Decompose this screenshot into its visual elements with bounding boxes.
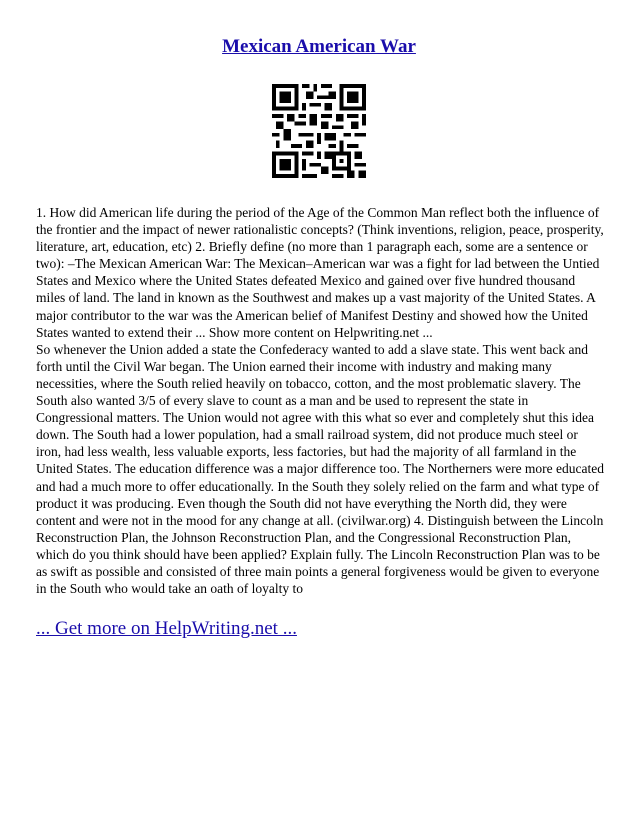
body-paragraph: 1. How did American life during the period of the Age of the Common Man reflect both the influence of the frontier and the impact of newer rationalistic concepts? (Think inventions, religion, peace, prosperity, literature, art, education, etc) 2. Briefly define (no more than 1 paragraph each, some are a sentence or two): –The Mexican American War: The Mexican–American war was a fight for lad between the Untied States and Mexico where the United States defeated Mexico and gained over five hundred thousand miles of land. The land in known as the Southwest and makes up a vast majority of the United States. A major contributor to the war was the American belief of Manifest Destiny and showed how the United States wanted to extend their ... Show more content on Helpwriting.net ... (36, 205, 604, 340)
get-more-link[interactable]: ... Get more on HelpWriting.net ... (36, 618, 297, 639)
qr-code-icon (272, 84, 366, 178)
document-body (36, 204, 604, 597)
document-title[interactable]: Mexican American War (222, 36, 416, 57)
body-paragraph: So whenever the Union added a state the Confederacy wanted to add a slave state. This went back and forth until the Civil War began. The Union earned their income with industry and making many necessities, where the South relied heavily on tobacco, cotton, and the most problematic slavery. The South also wanted 3/5 of every slave to count as a man and be used to represent the state in Congressional matters. The Union would not agree with this what so ever and completely shut this idea down. The South had a lower population, had a small railroad system, did not produce much steel or iron, had less wealth, less valuable exports, less factories, but had the majority of all farmland in the United States. The education difference was a major difference too. The Northerners were more educated and had a much more to offer educationally. In the South they solely relied on the farm and what type of product it was producing. Even though the South did not have everything the North did, they were content and were not in the mood for any change at all. (civilwar.org) 4. Distinguish between the Lincoln Reconstruction Plan, the Johnson Reconstruction Plan, and the Congressional Reconstruction Plan, which do you think should have been applied? Explain fully. The Lincoln Reconstruction Plan was to be as swift as possible and consisted of three main points a general forgiveness would be given to everyone in the South who would take an oath of loyalty to (36, 341, 605, 597)
